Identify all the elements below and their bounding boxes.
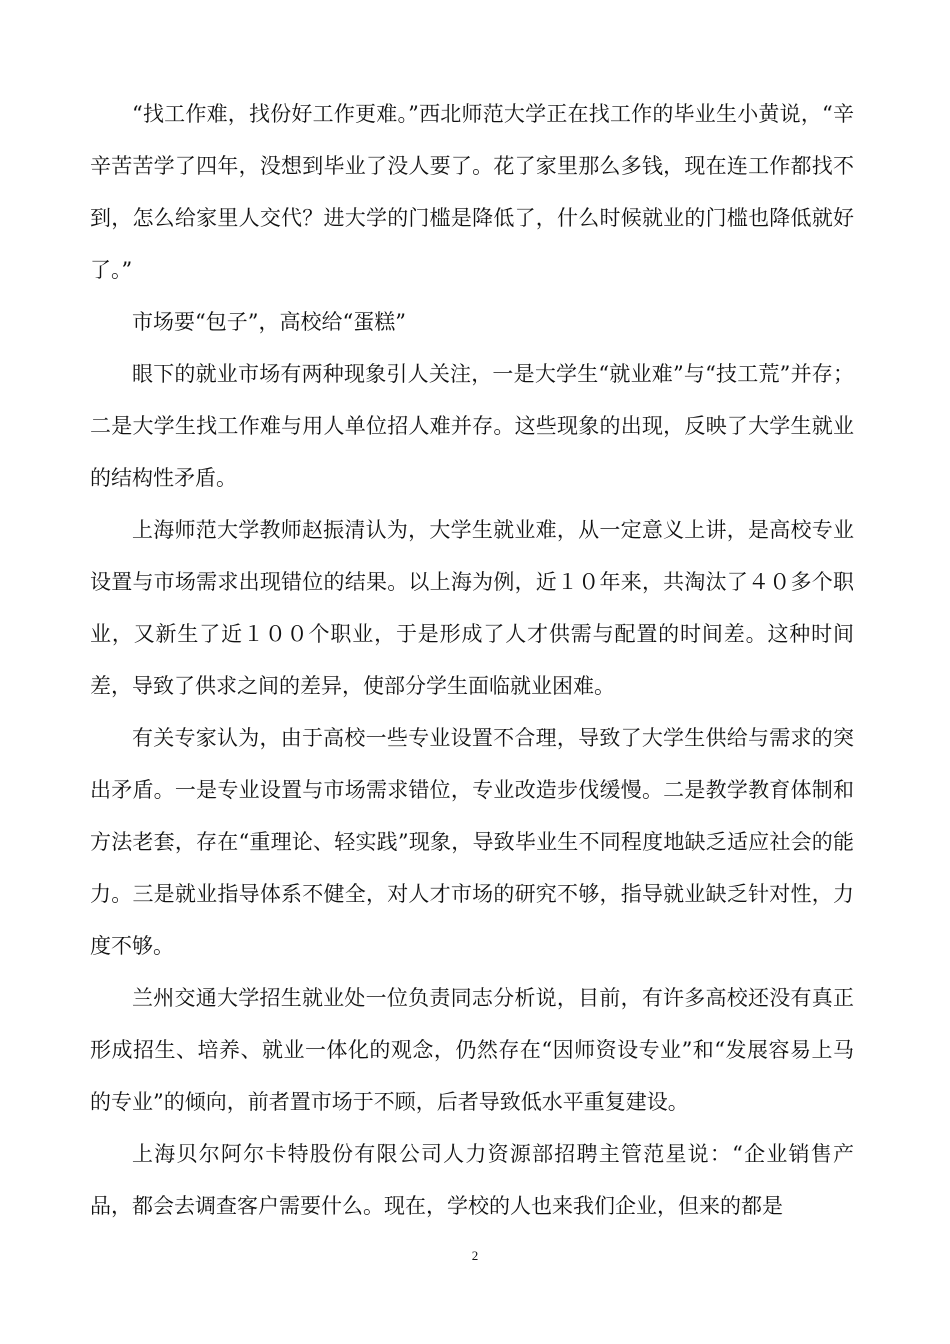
page-number: 2 bbox=[471, 1248, 479, 1263]
paragraph-2: 眼下的就业市场有两种现象引人关注，一是大学生“就业难”与“技工荒”并存；二是大学生找工作难与用人单位招人难并存。这些现象的出现，反映了大学生就业的结构性矛盾。 bbox=[90, 362, 854, 490]
paragraph-6: 上海贝尔阿尔卡特股份有限公司人力资源部招聘主管范星说：“企业销售产品，都会去调查客户需要什么。现在，学校的人也来我们企业，但来的都是 bbox=[90, 1142, 854, 1218]
document-body bbox=[90, 88, 854, 1232]
paragraph-4: 有关专家认为，由于高校一些专业设置不合理，导致了大学生供给与需求的突出矛盾。一是专业设置与市场需求错位，专业改造步伐缓慢。二是教学教育体制和方法老套，存在“重理论、轻实践”现象，导致毕业生不同程度地缺乏适应社会的能力。三是就业指导体系不健全，对人才市场的研究不够，指导就业缺乏针对性，力度不够。 bbox=[90, 726, 854, 958]
paragraph-5: 兰州交通大学招生就业处一位负责同志分析说，目前，有许多高校还没有真正形成招生、培养、就业一体化的观念，仍然存在“因师资设专业”和“发展容易上马的专业”的倾向，前者置市场于不顾，后者导致低水平重复建设。 bbox=[90, 986, 854, 1114]
paragraph-1: “找工作难，找份好工作更难。”西北师范大学正在找工作的毕业生小黄说，“辛辛苦苦学了四年，没想到毕业了没人要了。花了家里那么多钱，现在连工作都找不到，怎么给家里人交代？进大学的门槛是降低了，什么时候就业的门槛也降低就好了。” bbox=[90, 102, 854, 282]
section-heading: 市场要“包子”，高校给“蛋糕” bbox=[132, 310, 406, 334]
paragraph-3: 上海师范大学教师赵振清认为，大学生就业难，从一定意义上讲，是高校专业设置与市场需求出现错位的结果。以上海为例，近１０年来，共淘汰了４０多个职业，又新生了近１００个职业，于是形成了人才供需与配置的时间差。这种时间差，导致了供求之间的差异，使部分学生面临就业困难。 bbox=[90, 518, 854, 698]
